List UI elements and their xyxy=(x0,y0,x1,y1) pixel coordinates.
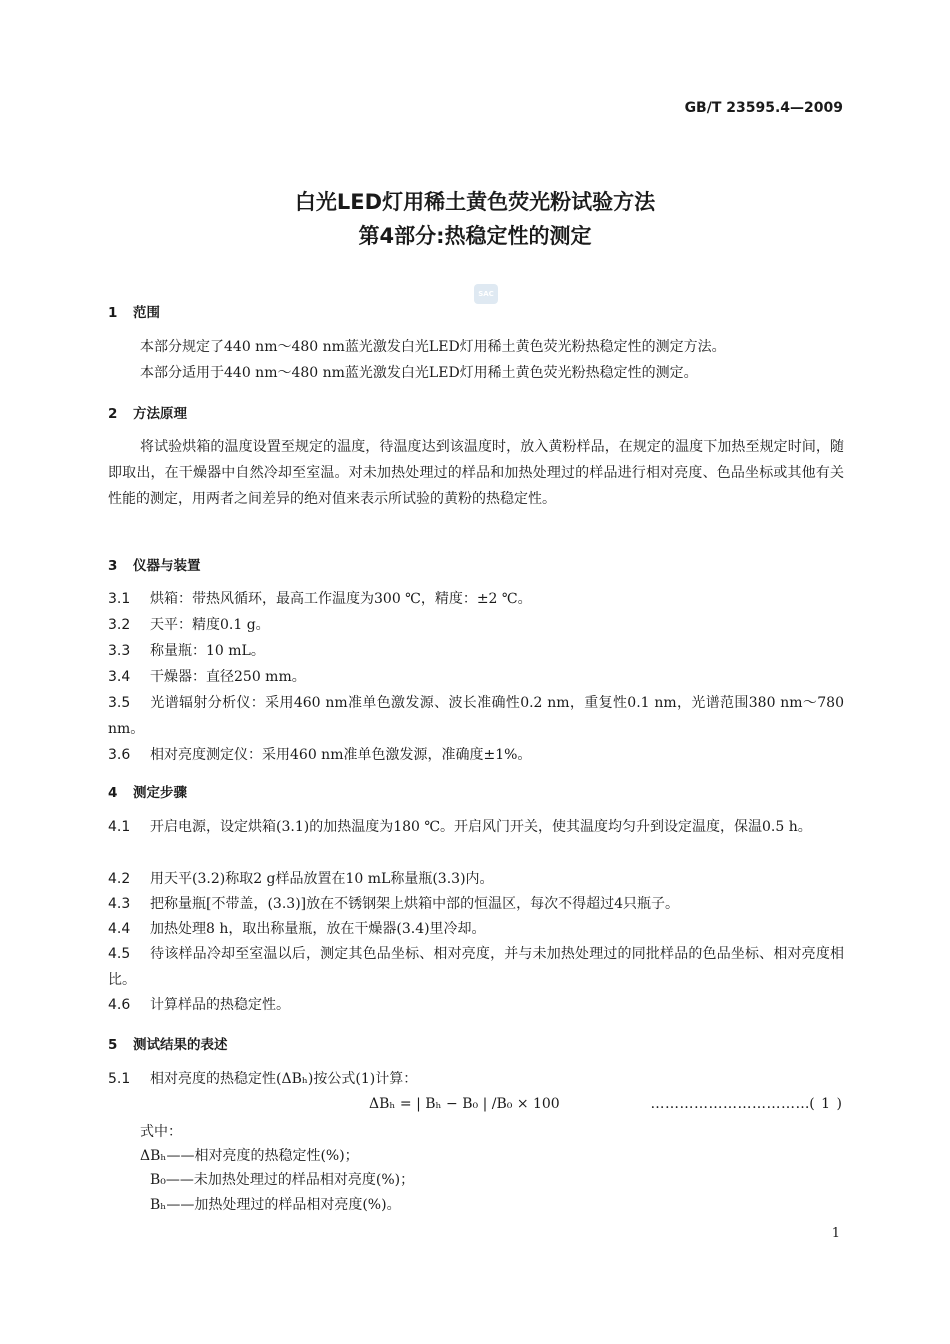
section-title: 测试结果的表述 xyxy=(133,1037,228,1053)
item-text: 天平：精度0.1 g。 xyxy=(150,617,270,633)
section-heading-scope xyxy=(108,301,160,321)
document-title-line1: 白光LED灯用稀土黄色荧光粉试验方法 xyxy=(294,190,656,214)
section-title: 方法原理 xyxy=(133,406,187,422)
scope-paragraph-1: 本部分规定了440 nm～480 nm蓝光激发白光LED灯用稀土黄色荧光粉热稳定性的测定方法。 xyxy=(140,339,726,355)
sac-watermark-logo: SAC xyxy=(474,284,498,304)
item-number: 3.1 xyxy=(108,591,131,607)
item-text: 待该样品冷却至室温以后，测定其色品坐标、相对亮度，并与未加热处理过的同批样品的色品坐标、相对亮度相比。 xyxy=(108,946,844,988)
procedure-step xyxy=(108,916,844,942)
section-heading-principle xyxy=(108,402,187,422)
section-number: 1 xyxy=(108,305,118,321)
item-text: 加热处理8 h，取出称量瓶，放在干燥器(3.4)里冷却。 xyxy=(150,921,486,937)
scope-paragraph-2: 本部分适用于440 nm～480 nm蓝光激发白光LED灯用稀土黄色荧光粉热稳定性的测定。 xyxy=(140,365,698,381)
section-heading-procedure xyxy=(108,781,187,801)
section-number: 2 xyxy=(108,406,118,422)
item-text: 把称量瓶[不带盖，(3.3)]放在不锈钢架上烘箱中部的恒温区，每次不得超过4只瓶子。 xyxy=(150,896,680,912)
procedure-step xyxy=(108,891,844,917)
instrument-item xyxy=(108,742,844,768)
section-number: 3 xyxy=(108,558,118,574)
formula-expression: ΔBₕ = | Bₕ − B₀ | /B₀ × 100 xyxy=(369,1096,560,1112)
formula-number: ( 1 ) xyxy=(809,1096,843,1112)
definition-line: B₀——未加热处理过的样品相对亮度(%)； xyxy=(150,1172,415,1188)
section-heading-results xyxy=(108,1033,228,1053)
document-title-line2: 第4部分:热稳定性的测定 xyxy=(358,224,592,248)
section-title: 仪器与装置 xyxy=(133,558,201,574)
section-number: 5 xyxy=(108,1037,118,1053)
item-number: 4.1 xyxy=(108,819,131,835)
item-text: 干燥器：直径250 mm。 xyxy=(150,669,306,685)
item-number: 3.4 xyxy=(108,669,131,685)
page-number: 1 xyxy=(831,1226,840,1241)
item-number: 4.5 xyxy=(108,946,131,962)
item-text: 烘箱：带热风循环，最高工作温度为300 ℃，精度：±2 ℃。 xyxy=(150,591,532,607)
item-number: 4.3 xyxy=(108,896,131,912)
item-number: 5.1 xyxy=(108,1071,131,1087)
results-item xyxy=(108,1066,844,1092)
instrument-item xyxy=(108,690,844,742)
item-number: 3.5 xyxy=(108,695,131,711)
procedure-step xyxy=(108,941,844,993)
procedure-step xyxy=(108,992,844,1018)
principle-paragraph: 将试验烘箱的温度设置至规定的温度，待温度达到该温度时，放入黄粉样品，在规定的温度下加热至规定时间，随即取出，在干燥器中自然冷却至室温。对未加热处理过的样品和加热处理过的样品进行相对亮度、色品坐标或其他有关性能的测定，用两者之间差异的绝对值来表示所试验的黄粉的热稳定性。 xyxy=(108,439,844,507)
section-title: 测定步骤 xyxy=(133,785,187,801)
item-text: 称量瓶：10 mL。 xyxy=(150,643,265,659)
item-number: 4.4 xyxy=(108,921,131,937)
item-text: 用天平(3.2)称取2 g样品放置在10 mL称量瓶(3.3)内。 xyxy=(150,871,494,887)
standard-number: GB/T 23595.4—2009 xyxy=(684,100,843,116)
item-text: 相对亮度测定仪：采用460 nm准单色激发源，准确度±1%。 xyxy=(150,747,532,763)
definition-line: Bₕ——加热处理过的样品相对亮度(%)。 xyxy=(150,1197,401,1213)
item-text: 光谱辐射分析仪：采用460 nm准单色激发源、波长准确性0.2 nm，重复性0.1 nm，光谱范围380 nm～780 nm。 xyxy=(108,695,844,737)
procedure-step xyxy=(108,814,844,840)
item-number: 3.3 xyxy=(108,643,131,659)
definition-line: ΔBₕ——相对亮度的热稳定性(%)； xyxy=(140,1148,359,1164)
section-title: 范围 xyxy=(133,305,160,321)
section-heading-instruments xyxy=(108,554,201,574)
instrument-item xyxy=(108,586,844,612)
item-text: 计算样品的热稳定性。 xyxy=(150,997,290,1013)
instrument-item xyxy=(108,638,844,664)
item-number: 3.2 xyxy=(108,617,131,633)
section-number: 4 xyxy=(108,785,118,801)
instrument-item xyxy=(108,612,844,638)
item-text: 开启电源，设定烘箱(3.1)的加热温度为180 ℃。开启风门开关，使其温度均匀升到设定温度，保温0.5 h。 xyxy=(150,819,812,835)
item-number: 4.2 xyxy=(108,871,131,887)
formula-leader-dots: …………………………… xyxy=(650,1096,810,1112)
where-label: 式中： xyxy=(140,1124,182,1140)
item-number: 4.6 xyxy=(108,997,131,1013)
item-text: 相对亮度的热稳定性(ΔBₕ)按公式(1)计算： xyxy=(150,1071,418,1087)
instrument-item xyxy=(108,664,844,690)
procedure-step xyxy=(108,866,844,892)
item-number: 3.6 xyxy=(108,747,131,763)
